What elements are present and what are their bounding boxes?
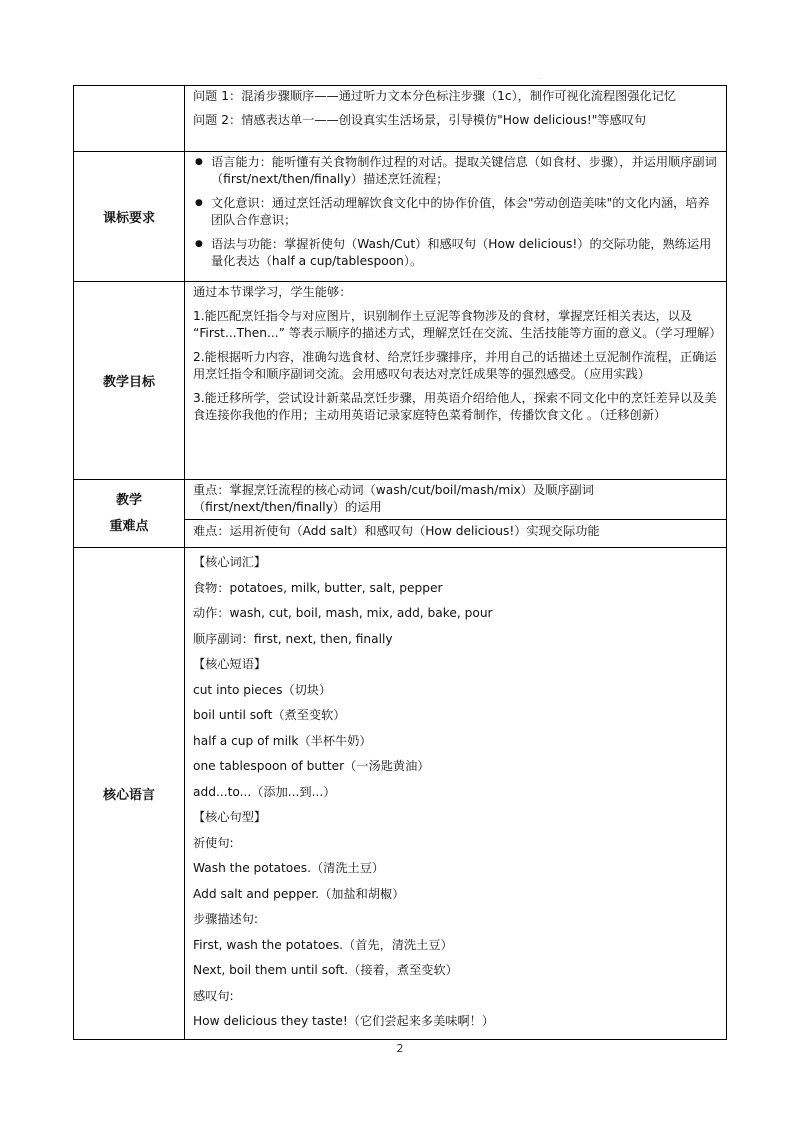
problems-label-cell — [74, 86, 185, 152]
core-language-line: 步骤描述句: — [193, 912, 259, 926]
problems-cell — [185, 86, 727, 152]
key-difficulty: 难点：运用祈使句（Add salt）和感叹句（How delicious!）实现交际功能 — [193, 524, 600, 538]
problem-2: 问题 2：情感表达单一——创设真实生活场景，引导模仿"How delicious!"等感叹句 — [193, 113, 647, 127]
key-points-cell — [185, 480, 727, 548]
lesson-plan-table — [73, 85, 727, 1040]
core-language-line: Add salt and pepper.（加盐和胡椒） — [193, 886, 405, 901]
problem-1: 问题 1：混淆步骤顺序——通过听力文本分色标注步骤（1c），制作可视化流程图强化记忆 — [193, 89, 677, 103]
standard-item: ● 语法与功能：掌握祈使句（Wash/Cut）和感叹句（How delicious!）的交际功能，熟练运用量化表达（half a cup/tablespoon）。 — [195, 237, 712, 268]
standard-item: ● 文化意识：通过烹饪活动理解饮食文化中的协作价值，体会"劳动创造美味"的文化内涵，培养团队合作意识； — [195, 196, 710, 227]
standards-label: 课标要求 — [74, 152, 185, 282]
core-language-line: 【核心句型】 — [193, 810, 267, 824]
core-language-line: How delicious they taste!（它们尝起来多美味啊！） — [193, 1014, 495, 1028]
bullet-icon: ● — [195, 198, 203, 208]
bullet-icon: ● — [195, 239, 203, 249]
standard-item: ● 语言能力：能听懂有关食物制作过程的对话。提取关键信息（如食材、步骤），并运用顺序副词（first/next/then/finally）描述烹饪流程； — [195, 155, 717, 186]
core-language-line: boil until soft（煮至变软） — [193, 708, 346, 722]
objectives-row — [74, 282, 727, 480]
core-language-line: one tablespoon of butter（一汤匙黄油） — [193, 759, 430, 773]
core-language-line: Wash the potatoes.（清洗土豆） — [193, 861, 385, 875]
key-focus: 重点：掌握烹饪流程的核心动词（wash/cut/boil/mash/mix）及顺序副词（first/next/then/finally）的运用 — [193, 483, 594, 514]
objectives-intro: 通过本节课学习，学生能够： — [193, 285, 352, 299]
core-language-label: 核心语言 — [74, 548, 185, 1040]
objectives-cell — [185, 282, 727, 480]
core-language-line: Next, boil them until soft.（接着，煮至变软） — [193, 963, 458, 977]
page-number: 2 — [396, 1042, 404, 1055]
objective-1: 1.能匹配烹饪指令与对应图片，识别制作土豆泥等食物涉及的食材，掌握烹饪相关表达，以及 “First...Then...” 等表示顺序的描述方式，理解烹饪在交流、生活技能等方面的意义。（学习理解） — [193, 309, 722, 340]
core-language-line: 【核心词汇】 — [193, 555, 267, 569]
core-language-line: 顺序副词：first, next, then, finally — [193, 631, 393, 646]
core-language-line: 食物：potatoes, milk, butter, salt, pepper — [193, 580, 443, 595]
core-language-row — [74, 548, 727, 1040]
problems-row — [74, 86, 727, 152]
core-language-line: 动作：wash, cut, boil, mash, mix, add, bake, pour — [193, 606, 493, 620]
standards-cell — [185, 152, 727, 282]
core-language-line: cut into pieces（切块） — [193, 682, 332, 697]
objectives-label: 教学目标 — [74, 282, 185, 480]
key-points-label: 教学 重难点 — [74, 480, 185, 548]
core-language-line: 祈使句: — [193, 835, 234, 850]
objective-3: 3.能迁移所学，尝试设计新菜品烹饪步骤，用英语介绍给他人，探索不同文化中的烹饪差异以及美食连接你我他的作用；主动用英语记录家庭特色菜肴制作，传播饮食文化 。（迁移创新） — [193, 391, 717, 422]
bullet-icon: ● — [195, 157, 203, 167]
decorative-dot: · — [540, 76, 542, 83]
core-language-line: 感叹句: — [193, 988, 234, 1003]
core-language-line: add...to...（添加...到...） — [193, 784, 336, 799]
core-language-cell — [185, 548, 727, 1040]
key-points-row — [74, 480, 727, 548]
core-language-line: First, wash the potatoes.（首先，清洗土豆） — [193, 937, 453, 952]
row-divider — [185, 519, 726, 520]
standards-row — [74, 152, 727, 282]
objective-2: 2.能根据听力内容，准确勾选食材、给烹饪步骤排序，并用自己的话描述土豆泥制作流程，正确运用烹饪指令和顺序副词交流。会用感叹句表达对烹饪成果等的强烈感受。（应用实践） — [193, 350, 717, 381]
core-language-line: half a cup of milk（半杯牛奶） — [193, 733, 372, 748]
core-language-line: 【核心短语】 — [193, 657, 267, 671]
